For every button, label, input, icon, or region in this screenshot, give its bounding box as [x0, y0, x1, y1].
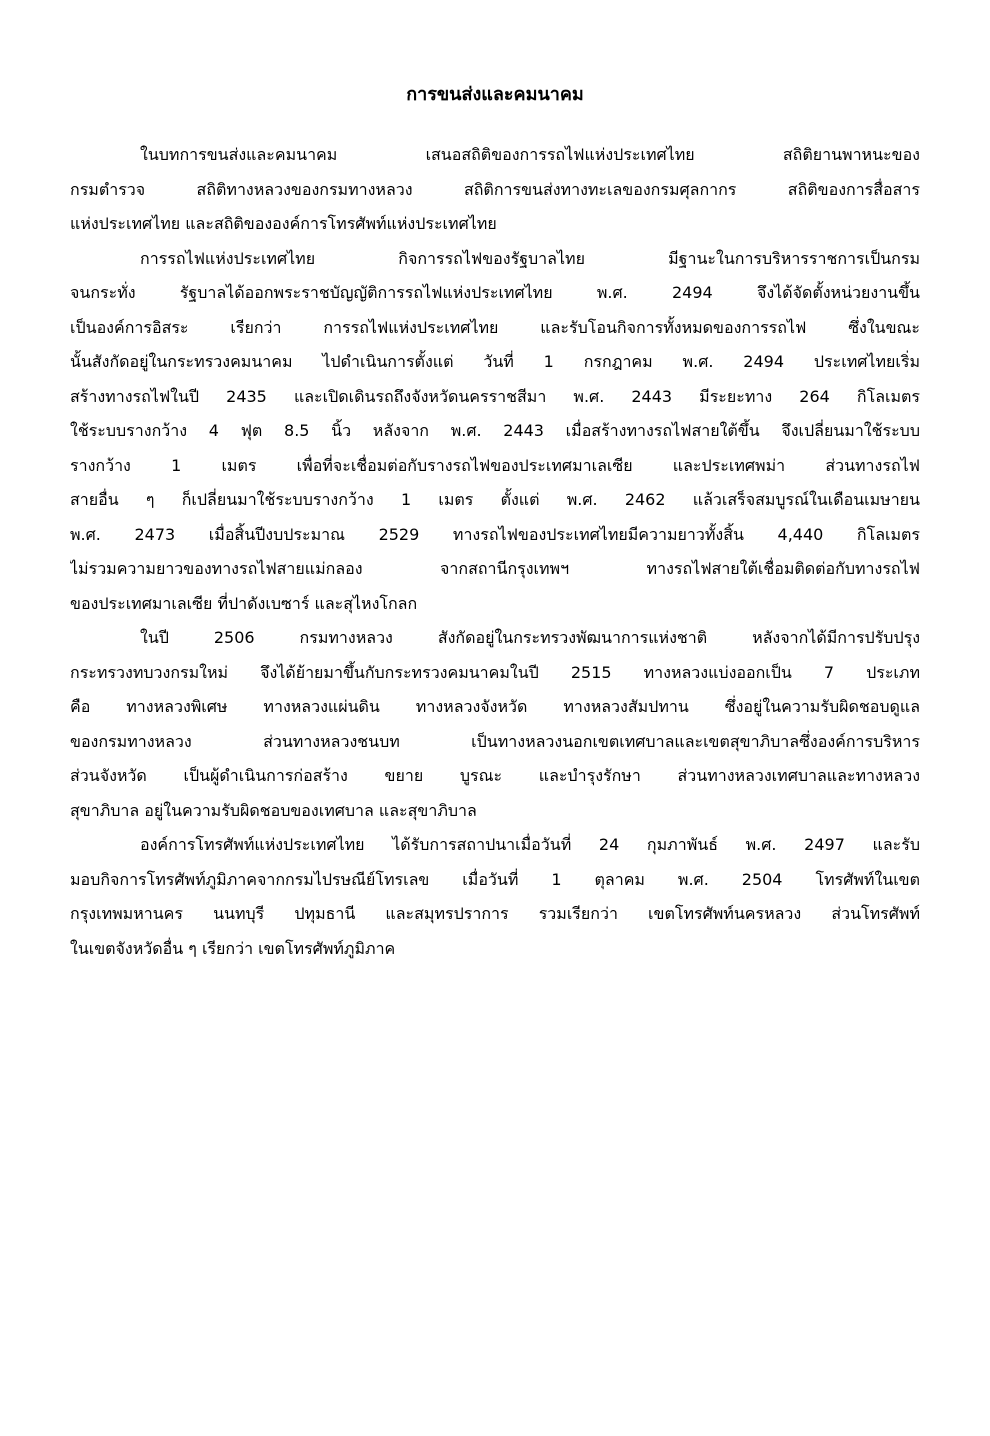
paragraph-line: สร้างทางรถไฟในปี 2435 และเปิดเดินรถถึงจังหวัดนครราชสีมา พ.ศ. 2443 มีระยะทาง 264 กิโลเมตร [70, 386, 920, 406]
paragraph-line: การรถไฟแห่งประเทศไทย กิจการรถไฟของรัฐบาลไทย มีฐานะในการบริหารราชการเป็นกรม [140, 248, 920, 268]
paragraph-line: คือ ทางหลวงพิเศษ ทางหลวงแผ่นดิน ทางหลวงจังหวัด ทางหลวงสัมปทาน ซึ่งอยู่ในความรับผิดชอบดูแล [70, 697, 920, 716]
paragraph-line: เป็นองค์การอิสระ เรียกว่า การรถไฟแห่งประเทศไทย และรับโอนกิจการทั้งหมดของการรถไฟ ซึ่งในขณะ [70, 317, 920, 337]
paragraph-line: นั้นสังกัดอยู่ในกระทรวงคมนาคม ไปดำเนินการตั้งแต่ วันที่ 1 กรกฎาคม พ.ศ. 2494 ประเทศไทยเริ่ม [70, 352, 920, 371]
paragraph-line: สุขาภิบาล อยู่ในความรับผิดชอบของเทศบาล และสุขาภิบาล [70, 800, 477, 820]
paragraph-line: ในเขตจังหวัดอื่น ๆ เรียกว่า เขตโทรศัพท์ภูมิภาค [70, 938, 396, 958]
paragraph-line: จนกระทั่ง รัฐบาลได้ออกพระราชบัญญัติการรถไฟแห่งประเทศไทย พ.ศ. 2494 จึงได้จัดตั้งหน่วยงานขึ้น [70, 283, 920, 302]
paragraph-line: ไม่รวมความยาวของทางรถไฟสายแม่กลอง จากสถานีกรุงเทพฯ ทางรถไฟสายใต้เชื่อมติดต่อกับทางรถไฟ [70, 559, 920, 578]
paragraph-line: ในบทการขนส่งและคมนาคม เสนอสถิติของการรถไฟแห่งประเทศไทย สถิติยานพาหนะของ [140, 145, 920, 164]
paragraph-line: กรมตำรวจ สถิติทางหลวงของกรมทางหลวง สถิติการขนส่งทางทะเลของกรมศุลกากร สถิติของการสื่อสาร [70, 179, 920, 199]
paragraph-line: ในปี 2506 กรมทางหลวง สังกัดอยู่ในกระทรวงพัฒนาการแห่งชาติ หลังจากได้มีการปรับปรุง [140, 628, 920, 647]
paragraph-line: รางกว้าง 1 เมตร เพื่อที่จะเชื่อมต่อกับรางรถไฟของประเทศมาเลเซีย และประเทศพม่า ส่วนทางรถไฟ [70, 455, 920, 475]
paragraph-line: มอบกิจการโทรศัพท์ภูมิภาคจากกรมไปรษณีย์โทรเลข เมื่อวันที่ 1 ตุลาคม พ.ศ. 2504 โทรศัพท์ในเขต [70, 869, 920, 889]
paragraph-line: ของประเทศมาเลเซีย ที่ปาดังเบซาร์ และสุไหงโกลก [70, 593, 418, 613]
page-title: การขนส่งและคมนาคม [406, 84, 584, 105]
paragraph-line: แห่งประเทศไทย และสถิติขององค์การโทรศัพท์แห่งประเทศไทย [70, 214, 497, 233]
paragraph-line: กระทรวงทบวงกรมใหม่ จึงได้ย้ายมาขึ้นกับกระทรวงคมนาคมในปี 2515 ทางหลวงแบ่งออกเป็น 7 ประเภท [70, 662, 920, 682]
paragraph-line: ใช้ระบบรางกว้าง 4 ฟุต 8.5 นิ้ว หลังจาก พ.ศ. 2443 เมื่อสร้างทางรถไฟสายใต้ขึ้น จึงเปลี่ยนมาใช้ระบบ [70, 421, 920, 440]
paragraph-line: สายอื่น ๆ ก็เปลี่ยนมาใช้ระบบรางกว้าง 1 เมตร ตั้งแต่ พ.ศ. 2462 แล้วเสร็จสมบูรณ์ในเดือนเมษายน [70, 490, 920, 509]
paragraph-line: องค์การโทรศัพท์แห่งประเทศไทย ได้รับการสถาปนาเมื่อวันที่ 24 กุมภาพันธ์ พ.ศ. 2497 และรับ [140, 835, 920, 854]
paragraph-line: กรุงเทพมหานคร นนทบุรี ปทุมธานี และสมุทรปราการ รวมเรียกว่า เขตโทรศัพท์นครหลวง ส่วนโทรศัพท์ [70, 904, 920, 923]
paragraph-line: ของกรมทางหลวง ส่วนทางหลวงชนบท เป็นทางหลวงนอกเขตเทศบาลและเขตสุขาภิบาลซึ่งองค์การบริหาร [70, 731, 920, 751]
paragraph-line: ส่วนจังหวัด เป็นผู้ดำเนินการก่อสร้าง ขยาย บูรณะ และบำรุงรักษา ส่วนทางหลวงเทศบาลและทางหลวง [70, 766, 920, 785]
paragraph-line: พ.ศ. 2473 เมื่อสิ้นปีงบประมาณ 2529 ทางรถไฟของประเทศไทยมีความยาวทั้งสิ้น 4,440 กิโลเมตร [70, 524, 920, 544]
document-body [70, 138, 920, 966]
